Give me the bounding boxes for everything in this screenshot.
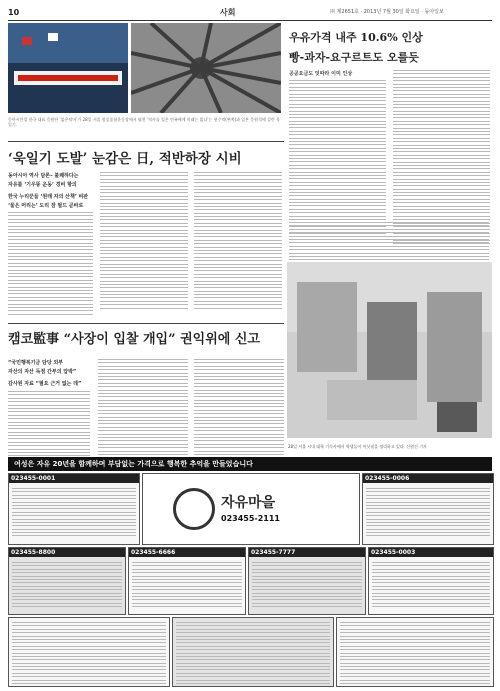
subhead-4: ‘물은 머리는’ 도리 잠 필드 곧바로 — [8, 203, 84, 209]
body-text-right-mid — [289, 222, 489, 266]
ad-block-9 — [336, 617, 494, 687]
headline-rising-sun: ‘욱일기 도발’ 눈감은 日, 적반하장 시비 — [8, 151, 242, 167]
ad-text-7 — [12, 622, 166, 686]
subhead-3: 한국 누리꾼들 ‘원래 자의 산책’ 비판 — [8, 194, 89, 200]
header-rule — [8, 20, 492, 21]
ad-text-9 — [340, 622, 490, 686]
subhead-1: 동아시아 역사 담론– 불쾌하다는 — [8, 173, 79, 179]
brand-logo-icon — [173, 488, 215, 530]
ad-block-5 — [248, 547, 366, 615]
ad-head-1: 023455-0001 — [9, 474, 139, 483]
section-name: 사회 — [220, 8, 236, 17]
photo-caption-top: 동아시안컵 한국 대표 응원단 ‘붉은악마’가 28일 서울 잠실종합운동장에서 펼친 ‘역사를 잊은 민족에게 미래는 없다’는 현수막(왼쪽)과 일본 응원석에 걸린 욱일기. — [8, 117, 280, 127]
photo-rising-sun-flag — [131, 23, 281, 113]
ad-banner-text: 여성은 자유 20년을 함께하며 부담없는 가격으로 행복한 추억을 만들었습니다 — [14, 460, 253, 468]
ad-block-4 — [128, 547, 246, 615]
body-text-main-col1 — [8, 212, 93, 317]
ad-head-2: 023455-0006 — [363, 474, 493, 483]
ad-top-banner — [8, 457, 492, 471]
headline-milk-price: 우유가격 내주 10.6% 인상 — [289, 31, 423, 44]
body-text-main-col3 — [194, 172, 282, 311]
ad-text-6 — [372, 562, 490, 609]
body-text-milk-col1 — [289, 80, 386, 243]
flag-graphic — [131, 23, 281, 113]
headline-camco: 캠코監事 “사장이 입찰 개입” 권익위에 신고 — [8, 332, 260, 347]
subhead-camco-1: “국민행복기금 담당 외부 — [8, 360, 64, 366]
body-text-camco-col2 — [98, 359, 188, 468]
ad-brand-phone: 023455-2111 — [221, 514, 280, 523]
ad-text-5 — [252, 562, 362, 609]
photo-stadium — [8, 23, 128, 113]
ad-block-8 — [172, 617, 334, 687]
ad-block-7 — [8, 617, 170, 687]
ad-head-3: 023455-8800 — [9, 548, 125, 557]
ad-brand-name: 자유마을 — [221, 495, 276, 511]
ad-block-brand — [142, 473, 360, 545]
ad-text-2 — [366, 488, 490, 539]
ad-head-4: 023455-6666 — [129, 548, 245, 557]
body-text-milk-col2 — [393, 70, 490, 246]
ad-block-6 — [368, 547, 494, 615]
subhead-public-fees: 공공요금도 잇따라 이미 인상 — [289, 71, 353, 77]
ad-block-1 — [8, 473, 140, 545]
ad-head-5: 023455-7777 — [249, 548, 365, 557]
subhead-camco-2: 자산의 자산 독점 간부의 압박” — [8, 369, 77, 375]
headline-rule-camp — [8, 323, 284, 324]
body-text-camco-col3 — [194, 359, 284, 468]
ad-text-8 — [176, 622, 330, 686]
classified-ads — [8, 457, 492, 687]
photo-dormitory — [287, 262, 492, 438]
ad-block-3 — [8, 547, 126, 615]
ad-block-2 — [362, 473, 494, 545]
headline-rule-top — [8, 141, 284, 142]
ad-text-3 — [12, 562, 122, 609]
ad-head-6: 023455-0003 — [369, 548, 493, 557]
photo-caption-right: 28일 서울 시내 대학 기숙사에서 학생들이 이삿짐을 정리하고 있다. 신원건 기자 — [288, 444, 427, 449]
headline-bread-snacks: 빵-과자-요구르트도 오를듯 — [289, 51, 419, 64]
ad-text-4 — [132, 562, 242, 609]
ad-text-1 — [12, 488, 136, 539]
issue-meta: ㈜ 제2651호 · 2013년 7월 30일 화요일 · 동아일보 — [330, 9, 444, 15]
subhead-2: 자유를 ‘기우뚱 운동’ 경비 항의 — [8, 182, 77, 188]
page-number: 10 — [8, 8, 20, 17]
body-text-main-col2 — [100, 172, 188, 311]
page-header — [0, 0, 500, 20]
subhead-camco-3: 감사원 자료 “필요 근거 없는 데” — [8, 381, 82, 387]
